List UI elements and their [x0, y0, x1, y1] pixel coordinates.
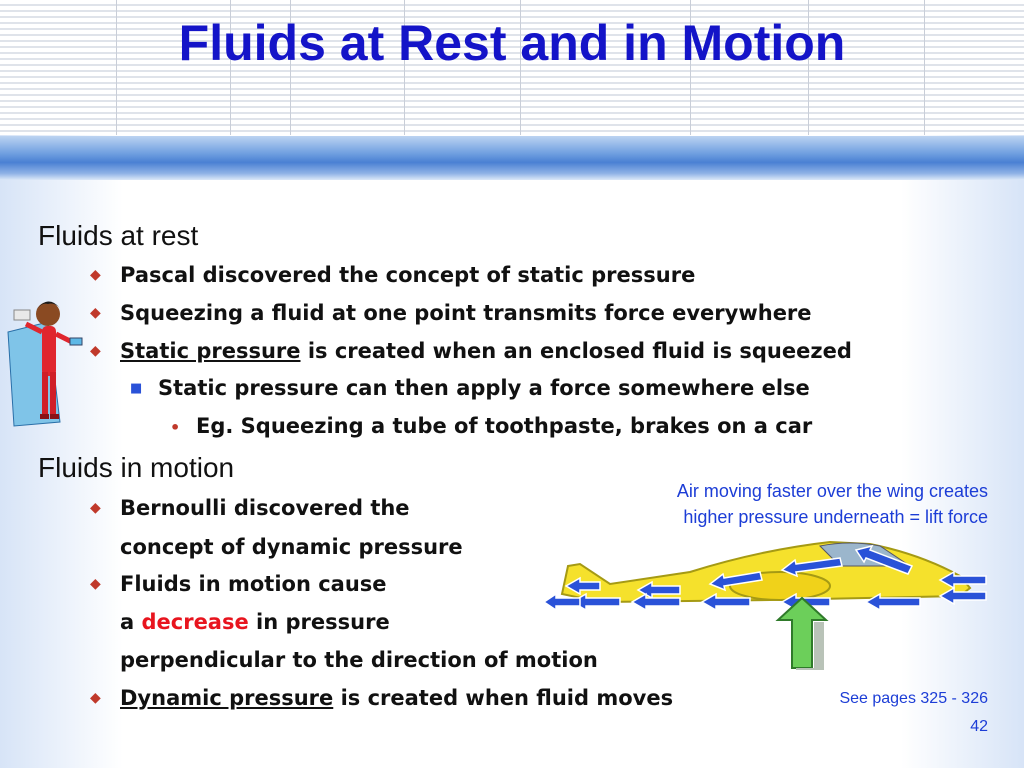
- slide-title: Fluids at Rest and in Motion: [178, 15, 846, 71]
- bullet-text: Pascal discovered the concept of static pressure: [120, 263, 696, 287]
- section-heading-rest: Fluids at rest: [38, 220, 199, 251]
- subsub-bullet-example: [170, 414, 812, 438]
- bullet-fluids-motion: [90, 572, 387, 596]
- dot-bullet-icon: •: [170, 418, 181, 437]
- page-number: 42: [970, 718, 988, 735]
- bullet-text: Bernoulli discovered the: [120, 496, 410, 520]
- section-heading-motion: Fluids in motion: [38, 452, 235, 483]
- diamond-bullet-icon: ◆: [90, 690, 101, 706]
- bullet-text: perpendicular to the direction of motion: [120, 648, 598, 672]
- highlight-decrease: decrease: [141, 610, 249, 634]
- figure-caption: [560, 478, 988, 530]
- bullet-text: in pressure: [248, 610, 390, 634]
- bullet-text: is created when an enclosed fluid is squeezed: [300, 339, 852, 363]
- term-static-pressure: Static pressure: [120, 339, 301, 363]
- airplane-airflow-figure: [540, 536, 990, 676]
- square-bullet-icon: ■: [130, 381, 143, 396]
- bullet-bernoulli-cont: [90, 535, 463, 559]
- bullet-squeezing: [90, 301, 812, 325]
- diamond-bullet-icon: ◆: [90, 576, 101, 592]
- diamond-bullet-icon: ◆: [90, 305, 101, 321]
- bullet-text: Fluids in motion cause: [120, 572, 387, 596]
- bullet-text: Static pressure can then apply a force somewhere else: [158, 376, 810, 400]
- caption-line: higher pressure underneath = lift force: [683, 507, 988, 527]
- bullet-perpendicular: [90, 648, 598, 672]
- person-with-toothpaste-icon: [4, 292, 84, 432]
- bullet-dynamic-pressure: [90, 686, 673, 710]
- sub-bullet-static-force: [130, 376, 810, 400]
- header-band: [0, 136, 1024, 180]
- see-pages-note: See pages 325 - 326: [839, 690, 988, 707]
- term-dynamic-pressure: Dynamic pressure: [120, 686, 334, 710]
- bullet-pascal: [90, 263, 695, 287]
- caption-line: Air moving faster over the wing creates: [676, 481, 988, 501]
- up-arrow-icon: [778, 598, 826, 670]
- diamond-bullet-icon: ◆: [90, 500, 101, 516]
- bullet-bernoulli: [90, 496, 410, 520]
- bullet-text: concept of dynamic pressure: [120, 535, 463, 559]
- diamond-bullet-icon: ◆: [90, 343, 101, 359]
- diamond-bullet-icon: ◆: [90, 267, 101, 283]
- bullet-text: Squeezing a fluid at one point transmits force everywhere: [120, 301, 812, 325]
- bullet-decrease: [90, 610, 390, 634]
- bullet-text: Eg. Squeezing a tube of toothpaste, brakes on a car: [196, 414, 813, 438]
- bullet-static-pressure: [90, 339, 852, 363]
- bullet-text: is created when fluid moves: [333, 686, 674, 710]
- bullet-text: a: [120, 610, 142, 634]
